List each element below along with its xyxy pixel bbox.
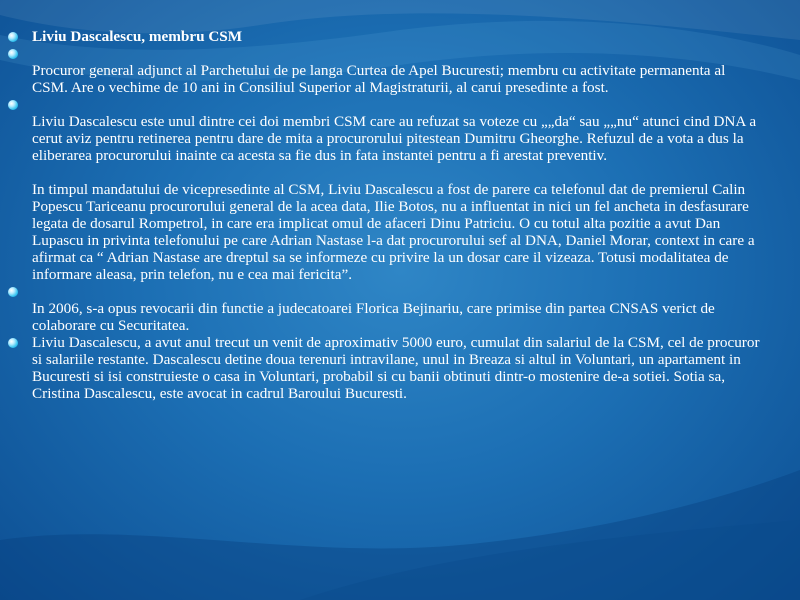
paragraph-role: Procuror general adjunct al Parchetului de pe langa Curtea de Apel Bucuresti; membru cu activitate permanenta al CSM. Are o vechime de 10 ani in Consiliul Superior al Magistraturii, al carui presedinte a fost.	[32, 62, 726, 96]
round-bullet-icon	[8, 287, 18, 297]
slide-title: Liviu Dascalescu, membru CSM	[32, 28, 243, 45]
list-item	[8, 96, 760, 283]
round-bullet-icon	[8, 49, 18, 59]
round-bullet-icon	[8, 338, 18, 348]
list-item	[8, 334, 760, 402]
paragraph-income: Liviu Dascalescu, a avut anul trecut un venit de aproximativ 5000 euro, cumulat din salariul de la CSM, cel de procuror si salariile restante. Dascalescu detine doua terenuri intravilane, unul in Breaza si altul in Voluntari, un apartament in Bucuresti si isi construieste o casa in Voluntari, probabil si cu banii obtinuti dintr-o mostenire de-a sotiei. Sotia sa, Cristina Dascalescu, este avocat in cadrul Baroului Bucuresti.	[32, 334, 760, 402]
paragraph-2006: In 2006, s-a opus revocarii din functie a judecatoarei Florica Bejinariu, care primise din partea CNSAS verict de colaborare cu Securitatea.	[32, 300, 715, 334]
paragraph-vote-refusal: Liviu Dascalescu este unul dintre cei doi membri CSM care au refuzat sa voteze cu „„da“ sau „„nu“ atunci cind DNA a cerut aviz pentru retinerea pentru dare de mita a procurorului pitestean Dumitru Gheorghe. Refuzul de a vota a dus la eliberarea procurorului inainte ca acesta sa fie dus in fata instantei pentru a fi arestat preventiv.	[32, 113, 757, 164]
list-item	[8, 45, 760, 96]
slide-content	[8, 28, 760, 402]
paragraph-mandate: In timpul mandatului de vicepresedinte al CSM, Liviu Dascalescu a fost de parere ca telefonul dat de premierul Calin Popescu Tariceanu procurorului general de la acea data, Ilie Botos, nu a influentat in nici un fel ancheta in desfasurare legata de dosarul Rompetrol, in care era implicat omul de afaceri Dinu Patriciu. O cu totul alta pozitie a avut Dan Lupascu in privinta telefonului pe care Adrian Nastase l-a dat procurorului sef al DNA, Daniel Morar, context in care a afirmat ca “ Adrian Nastase are dreptul sa se informeze cu privire la un dosar care il vizeaza. Totusi modalitatea de informare aleasa, prin telefon, nu e cea mai fericita”.	[32, 181, 755, 283]
round-bullet-icon	[8, 32, 18, 42]
list-item	[8, 28, 760, 45]
list-item	[8, 283, 760, 334]
round-bullet-icon	[8, 100, 18, 110]
